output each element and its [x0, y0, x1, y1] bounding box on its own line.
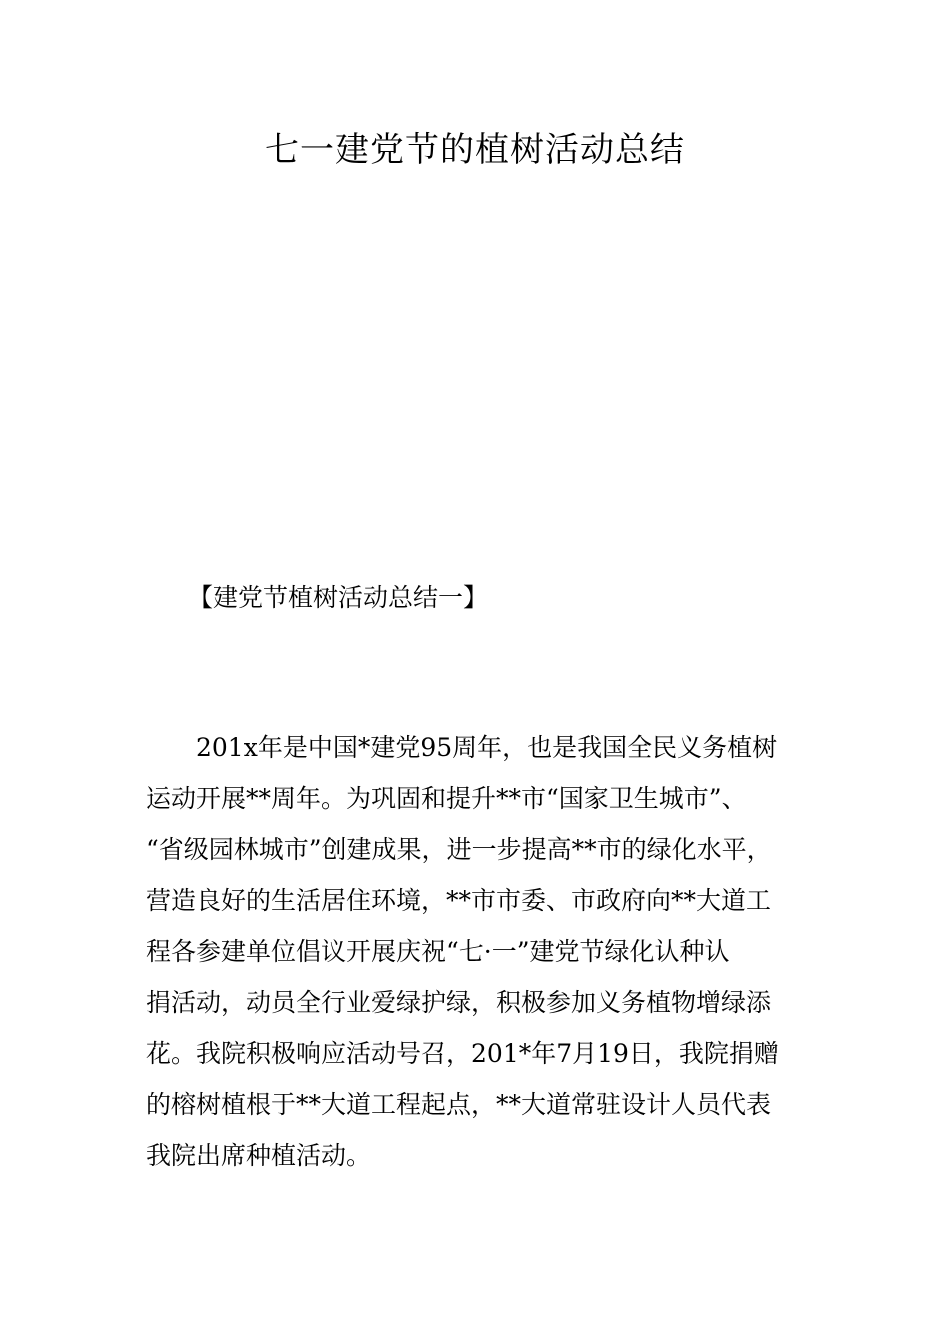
- body-paragraph: [146, 728, 810, 1187]
- paragraph-line: 201x年是中国*建党95周年，也是我国全民义务植树: [146, 733, 778, 762]
- document-title: 七一建党节的植树活动总结: [265, 130, 685, 170]
- paragraph-line: 运动开展**周年。为巩固和提升**市“国家卫生城市”、: [146, 784, 747, 813]
- paragraph-line: 程各参建单位倡议开展庆祝“七·一”建党节绿化认种认: [146, 937, 730, 966]
- paragraph-line: 的榕树植根于**大道工程起点，**大道常驻设计人员代表: [146, 1090, 772, 1119]
- paragraph-line: 花。我院积极响应活动号召，201*年7月19日，我院捐赠: [146, 1039, 779, 1068]
- paragraph-line: “省级园林城市”创建成果，进一步提高**市的绿化水平，: [146, 835, 772, 864]
- section-heading: 【建党节植树活动总结一】: [188, 583, 489, 612]
- paragraph-line: 营造良好的生活居住环境，**市市委、市政府向**大道工: [146, 886, 772, 915]
- paragraph-line: 我院出席种植活动。: [146, 1141, 372, 1170]
- paragraph-line: 捐活动，动员全行业爱绿护绿，积极参加义务植物增绿添: [146, 988, 772, 1017]
